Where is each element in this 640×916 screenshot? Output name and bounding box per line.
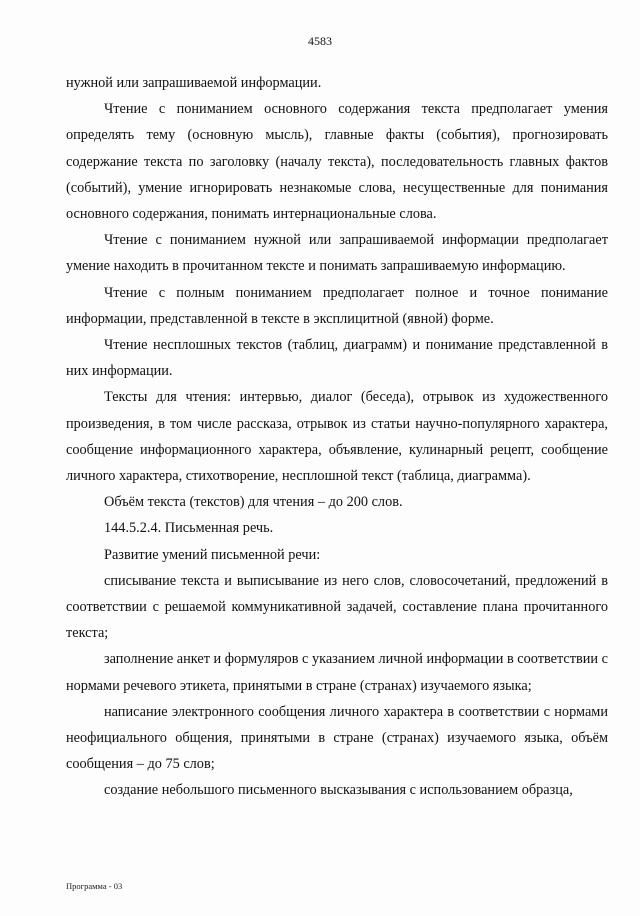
paragraph-non-continuous-texts: Чтение несплошных текстов (таблиц, диаграмм) и понимание представленной в них информации. bbox=[66, 337, 608, 380]
paragraph-reading-volume: Объём текста (текстов) для чтения – до 200 слов. bbox=[104, 494, 403, 511]
footer-program-label: Программа - 03 bbox=[66, 881, 123, 891]
paragraph-writing-skills-intro: Развитие умений письменной речи: bbox=[104, 546, 321, 563]
paragraph-continuation: нужной или запрашиваемой информации. bbox=[66, 75, 322, 91]
paragraph-requested-info-reading: Чтение с пониманием нужной или запрашиваемой информации предполагает умение находить в прочитанном тексте и понимать запрашиваемую информацию. bbox=[66, 232, 608, 275]
list-item-writing-email: написание электронного сообщения личного характера в соответствии с нормами неофициального общения, принятыми в стране (странах) изучаемого языка, объём сообщения – до 75 слов; bbox=[66, 703, 608, 773]
paragraph-full-understanding-reading: Чтение с полным пониманием предполагает полное и точное понимание информации, представленной в тексте в эксплицитной (явной) форме. bbox=[66, 284, 608, 327]
page-number: 4583 bbox=[308, 34, 332, 48]
list-item-filling-forms: заполнение анкет и формуляров с указанием личной информации в соответствии с нормами речевого этикета, принятыми в стране (странах) изучаемого языка; bbox=[66, 651, 608, 694]
body-text bbox=[66, 70, 608, 804]
list-item-copying-text: списывание текста и выписывание из него слов, словосочетаний, предложений в соответствии с решаемой коммуникативной задачей, составление плана прочитанного текста; bbox=[66, 572, 608, 642]
section-heading-written-speech: 144.5.2.4. Письменная речь. bbox=[104, 520, 274, 537]
list-item-short-statement: создание небольшого письменного высказывания с использованием образца, bbox=[104, 782, 573, 799]
paragraph-reading-text-types: Тексты для чтения: интервью, диалог (беседа), отрывок из художественного произведения, в том числе рассказа, отрывок из статьи научно-популярного характера, сообщение информационного характера, объявление, кулинарный рецепт, сообщение личного характера, стихотворение, несплошной текст (таблица, диаграмма). bbox=[66, 389, 608, 485]
paragraph-main-content-reading: Чтение с пониманием основного содержания текста предполагает умения определять тему (основную мысль), главные факты (события), прогнозировать содержание текста по заголовку (началу текста), последовательность главных фактов (событий), умение игнорировать незнакомые слова, несущественные для понимания основного содержания, понимать интернациональные слова. bbox=[66, 101, 608, 223]
